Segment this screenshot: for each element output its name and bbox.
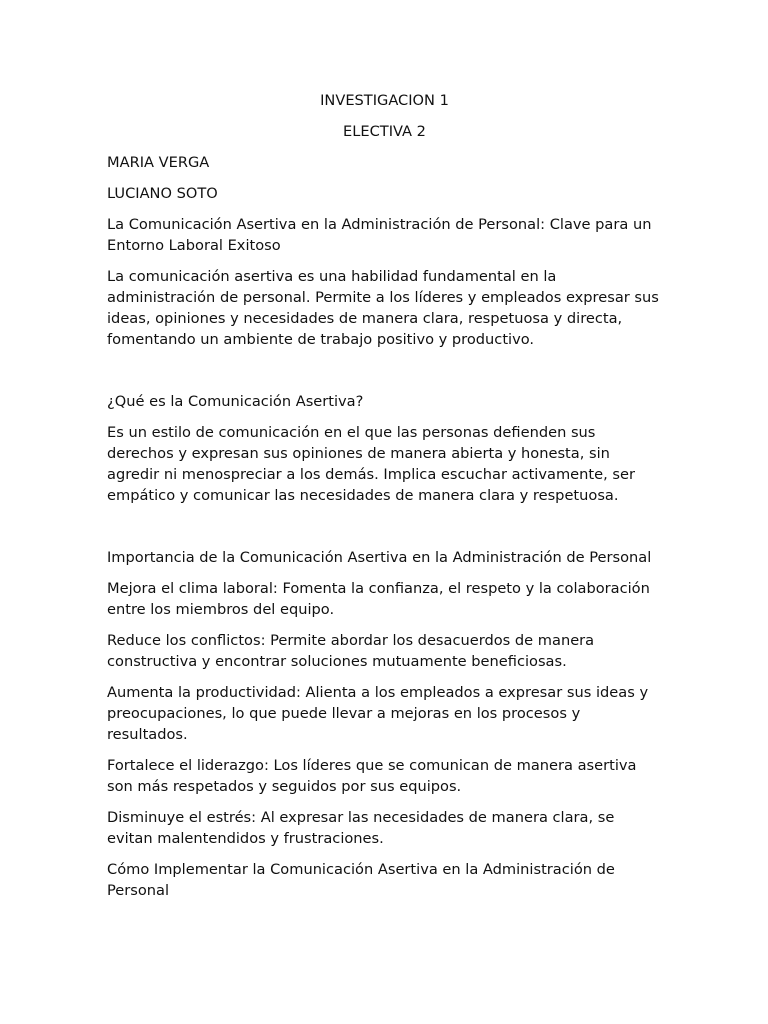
- section-3-title: Cómo Implementar la Comunicación Asertiva en la Administración de Personal: [107, 861, 615, 899]
- document-heading: La Comunicación Asertiva en la Administración de Personal: Clave para un Entorno Laboral Exitoso: [107, 216, 652, 254]
- document-title-line-2: ELECTIVA 2: [343, 123, 426, 140]
- section-2-title: Importancia de la Comunicación Asertiva en la Administración de Personal: [107, 549, 652, 566]
- author-1: MARIA VERGA: [107, 154, 210, 171]
- intro-paragraph: La comunicación asertiva es una habilidad fundamental en la administración de personal. Permite a los líderes y empleados expresar sus ideas, opiniones y necesidades de manera clara, respetuosa y directa, fomentando un ambiente de trabajo positivo y productivo.: [107, 268, 659, 348]
- section-1-body: Es un estilo de comunicación en el que las personas defienden sus derechos y expresan sus opiniones de manera abierta y honesta, sin agredir ni menospreciar a los demás. Implica escuchar activamente, ser empático y comunicar las necesidades de manera clara y respetuosa.: [107, 424, 635, 504]
- spacer: [107, 516, 662, 547]
- point-paragraph: Disminuye el estrés: Al expresar las necesidades de manera clara, se evitan malentendidos y frustraciones.: [107, 809, 615, 847]
- document-title-line-1: INVESTIGACION 1: [320, 92, 449, 109]
- section-1-title: ¿Qué es la Comunicación Asertiva?: [107, 393, 364, 410]
- spacer: [107, 360, 662, 391]
- point-paragraph: Mejora el clima laboral: Fomenta la confianza, el respeto y la colaboración entre los miembros del equipo.: [107, 580, 650, 618]
- document-body: [107, 90, 662, 911]
- point-paragraph: Aumenta la productividad: Alienta a los empleados a expresar sus ideas y preocupaciones, lo que puede llevar a mejoras en los procesos y resultados.: [107, 684, 649, 743]
- author-2: LUCIANO SOTO: [107, 185, 218, 202]
- point-paragraph: Reduce los conflictos: Permite abordar los desacuerdos de manera constructiva y encontrar soluciones mutuamente beneficiosas.: [107, 632, 595, 670]
- point-paragraph: Fortalece el liderazgo: Los líderes que se comunican de manera asertiva son más respetados y seguidos por sus equipos.: [107, 757, 637, 795]
